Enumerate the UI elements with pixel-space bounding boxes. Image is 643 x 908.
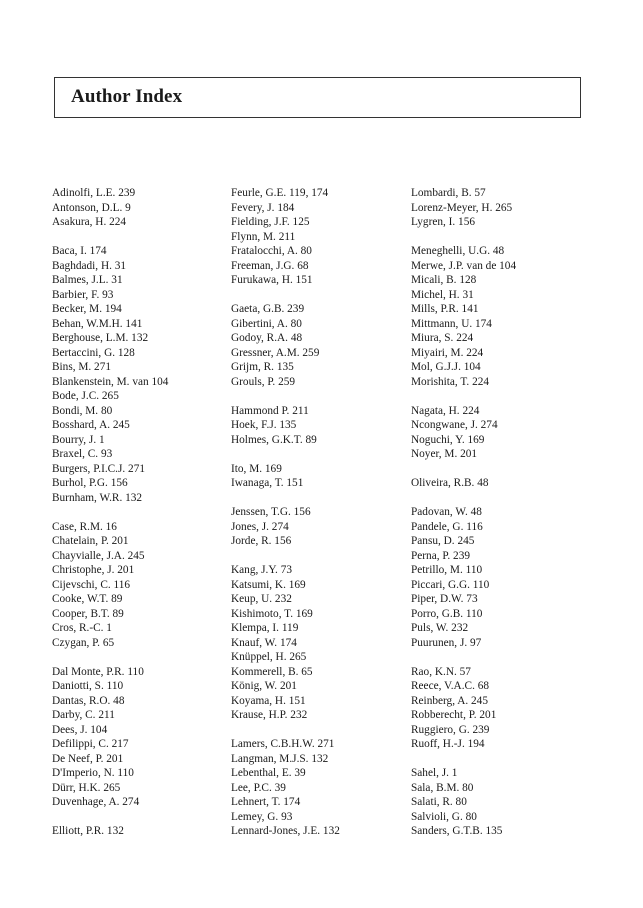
index-entry: Katsumi, K. 169 — [231, 578, 306, 591]
index-entry: Antonson, D.L. 9 — [52, 201, 131, 214]
index-entry: Bosshard, A. 245 — [52, 419, 130, 431]
index-entry: Godoy, R.A. 48 — [231, 332, 303, 344]
index-entry: Adinolfi, L.E. 239 — [52, 187, 136, 199]
index-entry: Becker, M. 194 — [52, 303, 122, 315]
index-entry: Balmes, J.L. 31 — [52, 274, 123, 286]
index-entry: Gressner, A.M. 259 — [231, 346, 320, 359]
index-entry: Reinberg, A. 245 — [411, 694, 488, 707]
index-entry: Kishimoto, T. 169 — [231, 607, 313, 620]
index-entry: Lee, P.C. 39 — [231, 781, 286, 794]
index-entry: Asakura, H. 224 — [52, 216, 127, 228]
index-entry: Dantas, R.O. 48 — [52, 694, 125, 707]
index-entry: Salvioli, G. 80 — [411, 810, 477, 823]
index-entry: Mol, G.J.J. 104 — [411, 361, 481, 373]
index-entry: Berghouse, L.M. 132 — [52, 332, 149, 344]
index-entry: Koyama, H. 151 — [231, 694, 306, 707]
index-entry: Holmes, G.K.T. 89 — [231, 433, 317, 446]
index-entry: Langman, M.J.S. 132 — [231, 752, 329, 765]
index-entry: Ruggiero, G. 239 — [411, 723, 490, 736]
index-entry: Burnham, W.R. 132 — [52, 491, 143, 504]
index-entry: Meneghelli, U.G. 48 — [411, 245, 505, 257]
index-entry: Lamers, C.B.H.W. 271 — [231, 738, 335, 750]
letter-group — [52, 520, 168, 651]
index-entry: Miura, S. 224 — [411, 332, 474, 344]
index-entry: Puurunen, J. 97 — [411, 636, 482, 649]
index-entry: Blankenstein, M. van 104 — [52, 375, 169, 388]
index-entry: Elliott, P.R. 132 — [52, 825, 124, 837]
index-entry: Jorde, R. 156 — [231, 535, 292, 547]
index-entry: Keup, U. 232 — [231, 593, 292, 605]
index-entry: Duvenhage, A. 274 — [52, 796, 140, 808]
letter-group — [231, 462, 340, 491]
index-entry: Christophe, J. 201 — [52, 564, 135, 576]
letter-group — [52, 244, 168, 505]
letter-group — [52, 824, 168, 839]
index-entry: Petrillo, M. 110 — [411, 564, 483, 576]
index-entry: Robberecht, P. 201 — [411, 709, 497, 721]
index-entry: Bertaccini, G. 128 — [52, 346, 135, 359]
index-entry: Hammond P. 211 — [231, 404, 309, 417]
index-entry: Pandele, G. 116 — [411, 520, 483, 533]
index-column-3 — [411, 186, 516, 853]
index-entry: Lennard-Jones, J.E. 132 — [231, 825, 340, 837]
index-entry: Lombardi, B. 57 — [411, 187, 486, 199]
index-entry: Lebenthal, E. 39 — [231, 767, 306, 779]
index-entry: Knauf, W. 174 — [231, 636, 297, 649]
letter-group — [231, 186, 340, 288]
index-entry: Piccari, G.G. 110 — [411, 578, 490, 591]
index-entry: Lehnert, T. 174 — [231, 796, 301, 808]
index-entry: Jenssen, T.G. 156 — [231, 506, 311, 518]
index-entry: Cros, R.-C. 1 — [52, 622, 112, 634]
index-entry: Grouls, P. 259 — [231, 375, 296, 388]
index-entry: Flynn, M. 211 — [231, 230, 296, 243]
index-entry: Noyer, M. 201 — [411, 448, 478, 460]
index-entry: D'Imperio, N. 110 — [52, 767, 134, 779]
title-box — [54, 77, 581, 118]
index-entry: Chatelain, P. 201 — [52, 535, 129, 547]
index-entry: Chayvialle, J.A. 245 — [52, 549, 145, 562]
index-entry: Hoek, F.J. 135 — [231, 419, 297, 431]
letter-group — [411, 404, 516, 462]
index-column-1 — [52, 186, 168, 853]
index-entry: Merwe, J.P. van de 104 — [411, 259, 517, 272]
index-entry: Behan, W.M.H. 141 — [52, 317, 143, 330]
index-entry: Klempa, I. 119 — [231, 622, 299, 634]
index-entry: Lorenz-Meyer, H. 265 — [411, 201, 513, 214]
letter-group — [231, 737, 340, 839]
index-entry: Cooke, W.T. 89 — [52, 593, 123, 605]
page-title: Author Index — [71, 86, 183, 107]
letter-group — [411, 186, 516, 230]
index-entry: Lygren, I. 156 — [411, 216, 476, 228]
index-entry: Ito, M. 169 — [231, 462, 282, 475]
index-entry: Sahel, J. 1 — [411, 767, 458, 779]
index-entry: Sala, B.M. 80 — [411, 781, 474, 794]
index-entry: Michel, H. 31 — [411, 288, 474, 301]
index-entry: Puls, W. 232 — [411, 622, 469, 634]
index-entry: Barbier, F. 93 — [52, 288, 114, 301]
index-entry: Dürr, H.K. 265 — [52, 781, 121, 794]
index-entry: Kang, J.Y. 73 — [231, 564, 292, 576]
index-entry: Braxel, C. 93 — [52, 448, 113, 460]
index-entry: Gaeta, G.B. 239 — [231, 303, 305, 315]
index-entry: Bode, J.C. 265 — [52, 390, 119, 402]
index-entry: Pansu, D. 245 — [411, 535, 475, 547]
letter-group — [411, 665, 516, 752]
index-entry: Fielding, J.F. 125 — [231, 216, 310, 228]
index-entry: Jones, J. 274 — [231, 520, 289, 533]
index-entry: Cijevschi, C. 116 — [52, 578, 131, 591]
index-entry: Case, R.M. 16 — [52, 520, 117, 533]
index-entry: Baca, I. 174 — [52, 245, 107, 257]
letter-group — [411, 244, 516, 389]
index-entry: Mills, P.R. 141 — [411, 303, 479, 315]
index-entry: Kommerell, B. 65 — [231, 665, 313, 678]
index-entry: Bondi, M. 80 — [52, 404, 113, 417]
index-entry: De Neef, P. 201 — [52, 752, 124, 765]
index-entry: Sanders, G.T.B. 135 — [411, 825, 503, 837]
index-entry: Czygan, P. 65 — [52, 636, 115, 649]
index-entry: Rao, K.N. 57 — [411, 665, 471, 678]
index-entry: Krause, H.P. 232 — [231, 709, 308, 721]
index-entry: Bins, M. 271 — [52, 361, 112, 373]
index-entry: Furukawa, H. 151 — [231, 274, 313, 286]
letter-group — [411, 505, 516, 650]
index-entry: Porro, G.B. 110 — [411, 607, 483, 620]
index-entry: Nagata, H. 224 — [411, 404, 480, 417]
index-entry: Gibertini, A. 80 — [231, 317, 302, 330]
index-entry: Dal Monte, P.R. 110 — [52, 665, 144, 678]
index-entry: Freeman, J.G. 68 — [231, 259, 309, 272]
index-column-2 — [231, 186, 340, 853]
letter-group — [411, 766, 516, 839]
index-entry: Padovan, W. 48 — [411, 506, 482, 518]
index-entry: Miyairi, M. 224 — [411, 346, 484, 359]
letter-group — [52, 186, 168, 230]
index-entry: Daniotti, S. 110 — [52, 680, 124, 692]
index-entry: Cooper, B.T. 89 — [52, 607, 124, 620]
letter-group — [231, 563, 340, 723]
index-entry: Mittmann, U. 174 — [411, 317, 492, 330]
letter-group — [52, 665, 168, 810]
letter-group — [231, 505, 340, 549]
index-entry: Micali, B. 128 — [411, 274, 477, 286]
index-entry: Knüppel, H. 265 — [231, 651, 307, 663]
index-entry: Feurle, G.E. 119, 174 — [231, 187, 329, 199]
index-entry: Morishita, T. 224 — [411, 375, 490, 388]
index-entry: Ncongwane, J. 274 — [411, 419, 498, 431]
index-entry: Bourry, J. 1 — [52, 433, 105, 446]
index-entry: Noguchi, Y. 169 — [411, 433, 485, 446]
index-entry: Dees, J. 104 — [52, 723, 108, 736]
index-entry: Ruoff, H.-J. 194 — [411, 738, 485, 750]
index-entry: Reece, V.A.C. 68 — [411, 680, 490, 692]
index-entry: Fevery, J. 184 — [231, 201, 295, 214]
index-entry: Grijm, R. 135 — [231, 361, 294, 373]
index-entry: Iwanaga, T. 151 — [231, 477, 304, 489]
index-entry: Salati, R. 80 — [411, 796, 467, 808]
letter-group — [231, 404, 340, 448]
letter-group — [411, 476, 516, 491]
index-entry: Oliveira, R.B. 48 — [411, 477, 489, 489]
index-entry: Piper, D.W. 73 — [411, 593, 478, 605]
index-entry: König, W. 201 — [231, 680, 297, 692]
index-entry: Perna, P. 239 — [411, 549, 470, 562]
index-entry: Lemey, G. 93 — [231, 810, 293, 823]
letter-group — [231, 302, 340, 389]
index-entry: Darby, C. 211 — [52, 709, 115, 721]
index-entry: Burgers, P.I.C.J. 271 — [52, 462, 146, 475]
index-entry: Fratalocchi, A. 80 — [231, 245, 312, 257]
index-entry: Defilippi, C. 217 — [52, 738, 129, 750]
index-entry: Burhol, P.G. 156 — [52, 477, 128, 489]
index-entry: Baghdadi, H. 31 — [52, 259, 127, 272]
